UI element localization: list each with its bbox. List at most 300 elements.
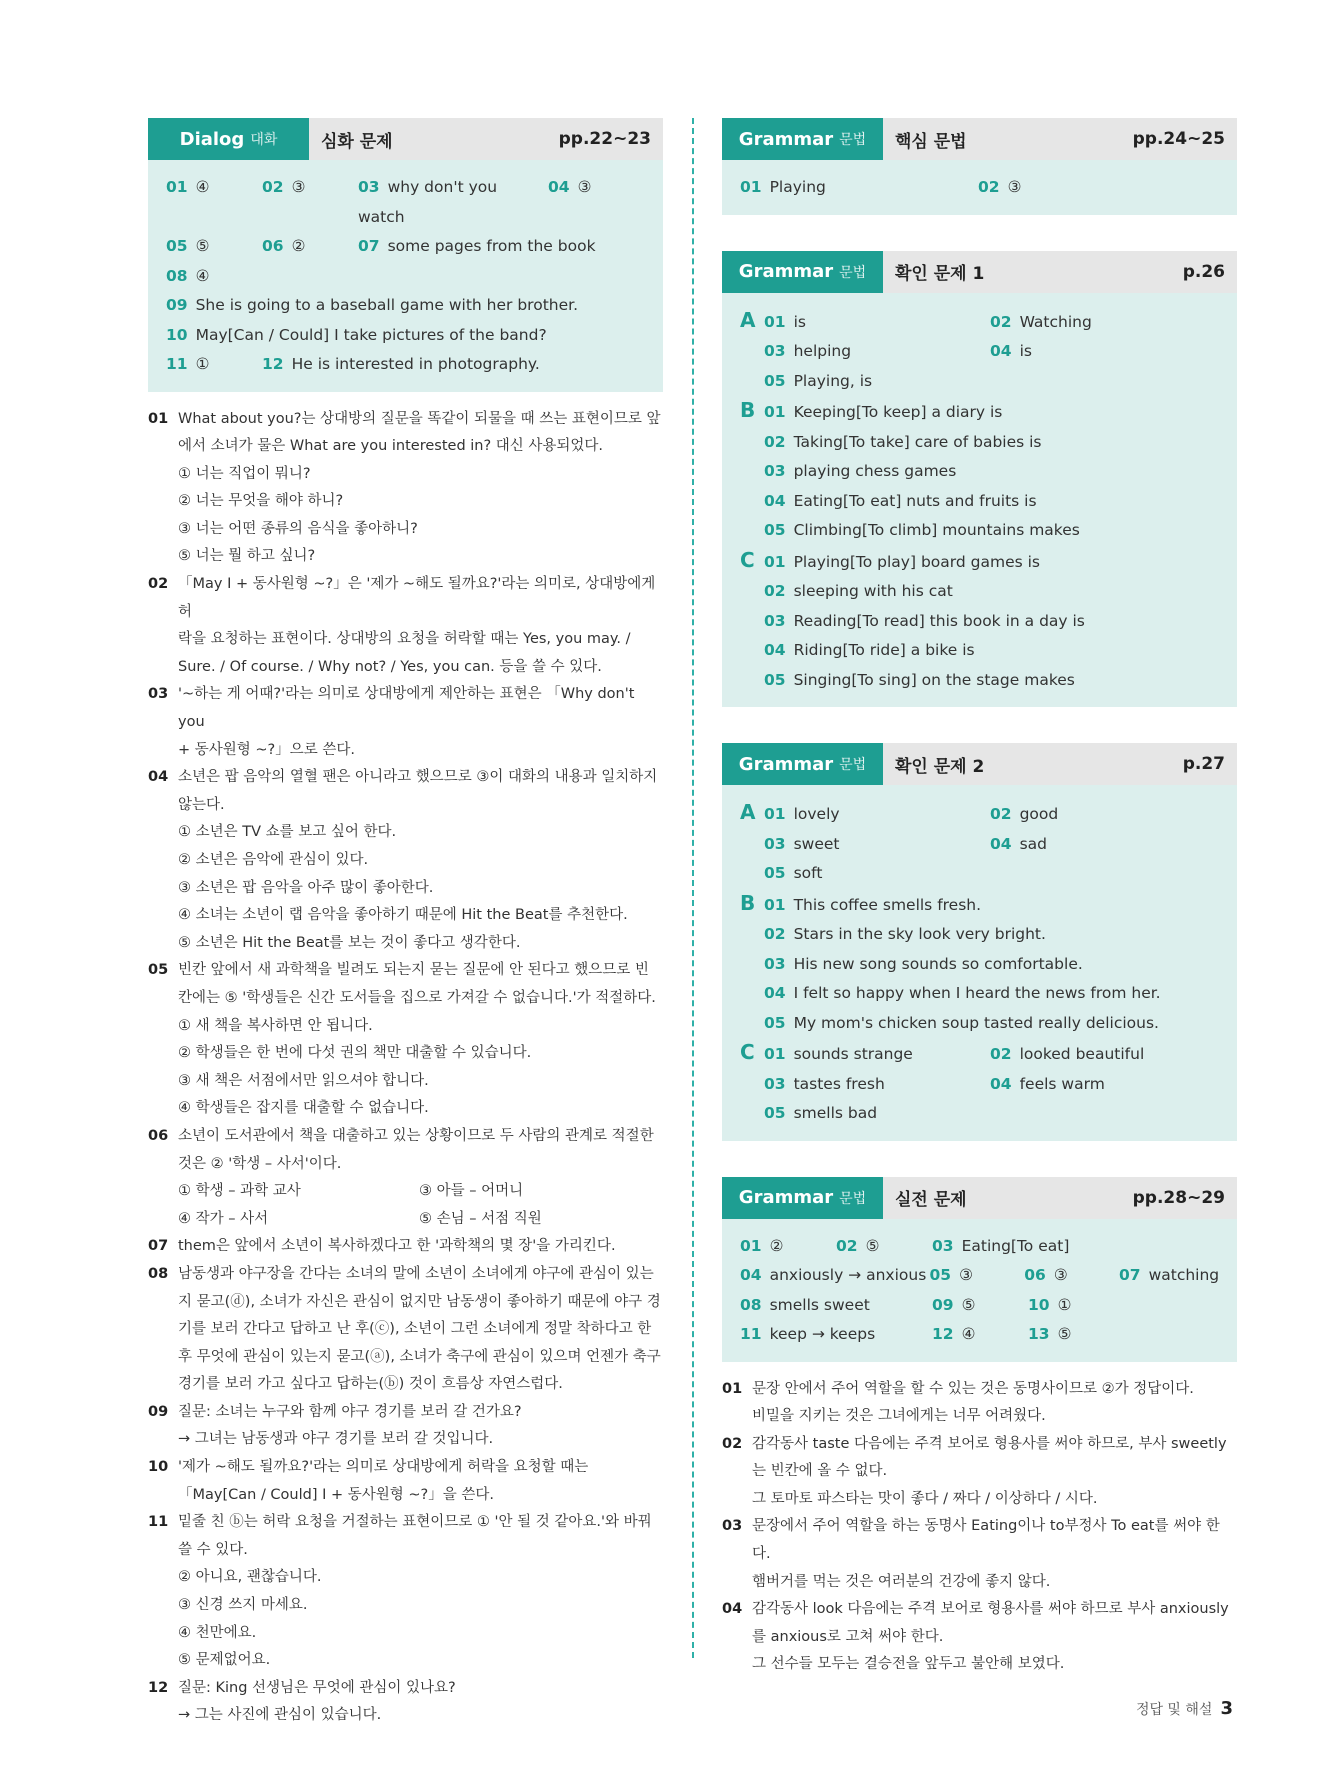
answer-text: sounds strange — [793, 1045, 913, 1063]
explanation-choices — [148, 1178, 663, 1206]
answer-item — [930, 1261, 1025, 1291]
explanation-sub: ③ 너는 어떤 종류의 음식을 좋아하니? — [178, 520, 418, 537]
answer-text: watching — [1148, 1266, 1220, 1284]
footer-label: 정답 및 해설 — [1135, 1702, 1213, 1718]
answer-number: 01 — [764, 895, 786, 914]
explanation-sub: ① 너는 직업이 뭐니? — [178, 465, 311, 482]
explanation-line — [722, 1513, 1237, 1568]
answer-item — [740, 1261, 930, 1291]
answer-item — [166, 262, 262, 292]
answer-item — [764, 859, 1164, 889]
answer-text: Singing[To sing] on the stage makes — [793, 670, 1075, 689]
answer-item — [262, 173, 358, 203]
answer-text: Eating[To eat] nuts and fruits is — [793, 491, 1037, 510]
answer-number: 04 — [764, 641, 786, 659]
answer-item — [1028, 1320, 1124, 1350]
answer-row — [740, 798, 1219, 830]
explanation-line — [148, 1537, 663, 1565]
answer-item — [166, 173, 262, 203]
answer-item — [764, 950, 1204, 980]
answer-number: 03 — [764, 611, 786, 630]
explanation-text: 질문: King 선생님은 무엇에 관심이 있나요? — [178, 1679, 456, 1696]
answer-item — [1024, 1261, 1119, 1291]
answer-item — [764, 457, 1204, 487]
answer-text: I felt so happy when I heard the news from her. — [793, 984, 1161, 1002]
explanation-text: 감각동사 taste 다음에는 주격 보어로 형용사를 써야 하므로, 부사 sweetly — [752, 1435, 1227, 1452]
answer-number: 10 — [1028, 1295, 1050, 1314]
answer-item — [764, 1070, 990, 1100]
answer-number: 08 — [166, 266, 188, 285]
answer-number: 12 — [932, 1325, 954, 1343]
explanation-sub: ⑤ 너는 뭘 하고 싶니? — [178, 548, 316, 565]
explanation-text: 후 무엇에 관심이 있는지 묻고(ⓐ), 소녀가 축구에 관심이 있으며 언젠가 축구 — [178, 1348, 661, 1365]
answer-number: 03 — [764, 342, 786, 360]
explanations — [148, 406, 663, 1731]
explanation-number — [148, 1482, 178, 1510]
answer-text: Riding[To ride] a bike is — [793, 641, 975, 659]
explanation-line — [148, 1123, 663, 1151]
answer-item — [764, 577, 1204, 607]
answer-item — [764, 1099, 1164, 1129]
answer-row — [166, 291, 645, 321]
answer-text: Watching — [1019, 312, 1092, 331]
explanation-line — [148, 1454, 663, 1482]
explanation-line — [148, 1399, 663, 1427]
explanation-number — [148, 792, 178, 820]
answer-text: ① — [195, 355, 210, 373]
answer-text: anxiously → anxious — [769, 1266, 927, 1284]
explanation-text: 에서 소녀가 물은 What are you interested in? 대신 사용되었다. — [178, 438, 604, 455]
explanation-text: '~하는 게 어때?'라는 의미로 상대방에게 제안하는 표현은 「Why don't you — [178, 686, 635, 731]
explanation-number: 09 — [148, 1403, 169, 1420]
answer-number: 05 — [166, 237, 188, 255]
dialog-section — [148, 118, 663, 392]
answer-number: 04 — [740, 1266, 762, 1284]
explanation-text: 칸에는 ⑤ '학생들은 신간 도서들을 집으로 가져갈 수 없습니다.'가 적절하다. — [178, 989, 656, 1006]
answer-item — [740, 1232, 836, 1262]
answer-text: ⑤ — [1057, 1325, 1072, 1343]
section-header — [722, 1177, 1237, 1219]
explanation-sub: ③ 소년은 팝 음악을 아주 많이 좋아한다. — [178, 879, 434, 896]
explanation-line — [148, 654, 663, 682]
explanation-line — [148, 1482, 663, 1510]
answer-number: 04 — [764, 984, 786, 1002]
answer-number: 02 — [764, 582, 786, 600]
explanation-text: 문장 안에서 주어 역할을 할 수 있는 것은 동명사이므로 ②가 정답이다. — [752, 1380, 1194, 1397]
answer-text: is — [793, 312, 806, 331]
answer-row — [166, 321, 645, 351]
answer-item — [990, 1040, 1190, 1070]
answer-number: 01 — [166, 178, 188, 196]
page-range: pp.28~29 — [1132, 1187, 1225, 1208]
explanation-sub: 햄버거를 먹는 것은 여러분의 건강에 좋지 않다. — [752, 1573, 1051, 1590]
answer-text: playing chess games — [793, 462, 957, 480]
answer-text: some pages from the book — [387, 237, 596, 255]
answer-number: 04 — [548, 178, 570, 196]
answer-number: 02 — [978, 178, 1000, 196]
answer-number: 05 — [764, 521, 786, 539]
explanation-text: 질문: 소녀는 누구와 함께 야구 경기를 보러 갈 건가요? — [178, 1403, 522, 1420]
section-title: 확인 문제 1 — [895, 264, 985, 284]
answer-number: 09 — [166, 296, 188, 314]
answer-row — [740, 173, 1219, 203]
explanation-line — [148, 571, 663, 626]
explanation-sub: ④ 학생들은 잡지를 대출할 수 없습니다. — [178, 1100, 429, 1117]
section-header — [148, 118, 663, 160]
explanation-line — [148, 737, 663, 765]
answer-row — [740, 1038, 1219, 1070]
part-letter: B — [740, 398, 756, 422]
answer-text: ④ — [195, 178, 210, 196]
explanation-number — [148, 1344, 178, 1372]
explanation-number: 01 — [722, 1380, 743, 1397]
answer-number: 01 — [764, 403, 786, 421]
answer-number: 07 — [1119, 1266, 1141, 1284]
answer-number: 04 — [764, 491, 786, 510]
answer-row — [740, 1070, 1219, 1100]
page-range: pp.24~25 — [1132, 129, 1225, 149]
answer-text: Climbing[To climb] mountains makes — [793, 521, 1080, 539]
answer-number: 11 — [166, 355, 188, 373]
answer-number: 04 — [990, 1074, 1012, 1093]
answer-text: ⑤ — [961, 1295, 976, 1314]
answer-text: helping — [793, 342, 852, 360]
answer-row — [740, 577, 1219, 607]
right-column — [722, 118, 1237, 1679]
explanation-text: 「May I + 동사원형 ~?」은 '제가 ~해도 될까요?'라는 의미로, 상대방에게 허 — [178, 576, 656, 620]
explanation-sub: ② 너는 무엇을 해야 하니? — [178, 493, 344, 510]
choice-text: ① 학생 – 과학 교사 — [178, 1183, 301, 1200]
explanation-sub: ① 새 책을 복사하면 안 됩니다. — [178, 1017, 373, 1034]
explanation-number: 05 — [148, 962, 169, 979]
answer-row — [740, 306, 1219, 338]
answer-box — [148, 160, 663, 392]
answer-row — [166, 350, 645, 380]
answer-item — [978, 173, 1078, 203]
explanation-number — [148, 985, 178, 1013]
explanation-sub: ③ 새 책은 서점에서만 읽으셔야 합니다. — [178, 1072, 429, 1089]
answer-text: May[Can / Could] I take pictures of the band? — [195, 325, 547, 344]
answer-row — [166, 262, 645, 292]
explanation-line — [148, 1233, 663, 1261]
explanation-sub: ② 소년은 음악에 관심이 있다. — [178, 852, 369, 868]
answer-text: ④ — [195, 266, 210, 285]
answer-item — [990, 308, 1190, 338]
answer-item — [764, 800, 990, 830]
explanation-text: 를 anxious로 고쳐 써야 한다. — [752, 1628, 944, 1645]
answer-number: 01 — [740, 178, 762, 196]
answer-text: Playing — [769, 178, 826, 196]
answer-text: She is going to a baseball game with her brother. — [195, 296, 579, 314]
explanation-line — [722, 1458, 1237, 1486]
page-range: p.26 — [1182, 261, 1225, 282]
section-title: 심화 문제 — [321, 131, 393, 152]
explanation-number — [148, 626, 178, 654]
explanation-text: 감각동사 look 다음에는 주격 보어로 형용사를 써야 하므로 부사 anxiously — [752, 1601, 1229, 1618]
explanation-sub: 그 선수들 모두는 결승전을 앞두고 불안해 보였다. — [752, 1656, 1065, 1673]
answer-row — [740, 889, 1219, 921]
answer-number: 02 — [990, 1045, 1012, 1063]
explanation-line — [148, 626, 663, 654]
answer-number: 11 — [740, 1325, 762, 1343]
answer-item — [262, 350, 592, 380]
answer-number: 07 — [358, 237, 380, 255]
part-letter: A — [740, 800, 756, 824]
answer-item — [990, 337, 1190, 367]
explanation-number: 07 — [148, 1238, 169, 1255]
explanation-line — [148, 1675, 663, 1703]
explanation-choices — [148, 1206, 663, 1234]
answer-text: ⑤ — [195, 237, 210, 255]
answer-number: 13 — [1028, 1325, 1050, 1343]
explanation-text: 것은 ② '학생 – 사서'이다. — [178, 1155, 342, 1172]
answer-text: ③ — [959, 1266, 973, 1284]
answer-item — [764, 337, 990, 367]
explanation-sub: ② 아니요, 괜찮습니다. — [178, 1569, 322, 1586]
answer-item — [764, 548, 1204, 578]
section-tag: Dialog 대화 — [148, 118, 309, 160]
answer-number: 01 — [764, 1045, 786, 1063]
section-header — [722, 251, 1237, 293]
answer-item — [166, 350, 262, 380]
answer-item — [740, 1291, 932, 1321]
explanation-sub: ③ 신경 쓰지 마세요. — [178, 1597, 308, 1614]
section-title: 확인 문제 2 — [895, 756, 985, 777]
part-letter: C — [740, 1040, 755, 1064]
answer-item — [548, 173, 608, 203]
explanation-line — [148, 957, 663, 985]
section-tag: Grammar 문법 — [722, 251, 883, 293]
explanation-text: What about you?는 상대방의 질문을 똑같이 되물을 때 쓰는 표현이므로 앞 — [178, 410, 661, 427]
explanation-number: 01 — [148, 410, 169, 427]
explanation-text: + 동사원형 ~?」으로 쓴다. — [178, 741, 355, 758]
explanation-sub: → 그녀는 남동생과 야구 경기를 보러 갈 것입니다. — [178, 1431, 494, 1448]
answer-item — [740, 173, 978, 203]
answer-row — [740, 1261, 1219, 1291]
answer-text: sleeping with his cat — [793, 582, 953, 600]
section-title: 실전 문제 — [895, 1190, 967, 1210]
answer-row — [740, 337, 1219, 367]
answer-text: ① — [1057, 1295, 1072, 1314]
answer-text: He is interested in photography. — [291, 355, 540, 373]
answer-text: smells bad — [793, 1104, 878, 1122]
explanation-sub: ④ 소녀는 소년이 랩 음악을 좋아하기 때문에 Hit the Beat를 추천한다. — [178, 907, 628, 924]
answer-text: keep → keeps — [769, 1325, 876, 1343]
answer-item — [932, 1232, 1132, 1262]
answer-number: 12 — [262, 355, 284, 373]
explanation-number — [148, 1537, 178, 1565]
answer-item — [764, 891, 1204, 921]
answer-text: lovely — [793, 805, 840, 823]
answer-row — [740, 457, 1219, 487]
explanation-sub: ④ 천만에요. — [178, 1624, 257, 1641]
section-tag: Grammar 문법 — [722, 743, 883, 785]
answer-item — [764, 428, 1204, 458]
explanation-sub: ② 학생들은 한 번에 다섯 권의 책만 대출할 수 있습니다. — [178, 1045, 532, 1062]
explanation-number: 02 — [148, 576, 169, 593]
part-letter: C — [740, 547, 755, 572]
explanation-number — [722, 1458, 752, 1486]
answer-item — [764, 830, 990, 860]
answer-number: 01 — [764, 552, 786, 571]
answer-item — [764, 920, 1204, 950]
answer-number: 02 — [836, 1236, 858, 1255]
answer-text: ② — [291, 237, 306, 255]
answer-item — [990, 800, 1190, 830]
explanation-number: 03 — [722, 1518, 743, 1535]
answer-item — [262, 232, 358, 262]
answer-text: Taking[To take] care of babies is — [793, 432, 1042, 451]
explanation-number: 03 — [148, 686, 169, 703]
answer-number: 02 — [990, 312, 1012, 331]
answer-number: 04 — [990, 342, 1012, 360]
page-number: 3 — [1220, 1698, 1233, 1719]
answer-text: sad — [1019, 834, 1047, 853]
explanation-line — [722, 1376, 1237, 1404]
answer-text: is — [1019, 342, 1032, 360]
explanation-number: 11 — [148, 1514, 169, 1531]
section-title: 핵심 문법 — [895, 131, 967, 152]
explanation-number — [148, 1151, 178, 1179]
answer-item — [990, 830, 1190, 860]
answer-box — [722, 1219, 1237, 1362]
answer-item — [764, 666, 1204, 696]
answer-item — [166, 291, 626, 321]
explanation-line — [148, 1344, 663, 1372]
answer-number: 08 — [740, 1295, 762, 1314]
answer-row — [166, 232, 645, 262]
answer-item — [764, 398, 1204, 428]
answer-number: 01 — [764, 312, 786, 331]
explanation-sub: 비밀을 지키는 것은 그녀에게는 너무 어려웠다. — [752, 1408, 1046, 1425]
answer-number: 05 — [929, 1266, 952, 1284]
explanation-line — [148, 1316, 663, 1344]
answer-item — [1119, 1261, 1219, 1291]
answer-number: 09 — [932, 1295, 954, 1314]
answer-row — [740, 1291, 1219, 1321]
grammar-check1-section — [722, 251, 1237, 708]
answer-item — [740, 1320, 932, 1350]
answer-row — [740, 428, 1219, 458]
explanation-text: 밑줄 친 ⓑ는 허락 요청을 거절하는 표현이므로 ① '안 될 것 같아요.'와 바꿔 — [178, 1514, 652, 1531]
column-divider — [692, 118, 694, 1658]
answer-item — [1028, 1291, 1124, 1321]
answer-number: 03 — [764, 954, 786, 973]
part-letter: B — [740, 890, 756, 915]
answer-number: 05 — [764, 670, 786, 689]
explanation-text: '제가 ~해도 될까요?'라는 의미로 상대방에게 허락을 요청할 때는 — [178, 1459, 589, 1476]
answer-number: 02 — [262, 178, 284, 196]
explanation-line — [148, 1261, 663, 1289]
explanation-line — [148, 1151, 663, 1179]
explanation-line — [722, 1624, 1237, 1652]
explanation-text: 락을 요청하는 표현이다. 상대방의 요청을 허락할 때는 Yes, you may. / — [178, 631, 631, 648]
answer-item — [932, 1291, 1028, 1321]
section-tag: Grammar 문법 — [722, 1177, 883, 1219]
answer-text: Eating[To eat] — [961, 1236, 1070, 1255]
explanation-number — [148, 737, 178, 765]
choice-text: ④ 작가 – 사서 — [178, 1210, 269, 1227]
explanation-number — [148, 433, 178, 461]
explanation-line — [148, 985, 663, 1013]
answer-item — [764, 487, 1204, 517]
answer-text: sweet — [793, 834, 840, 853]
answer-row — [740, 1320, 1219, 1350]
answer-item — [764, 308, 990, 338]
answer-number: 03 — [764, 1074, 786, 1093]
explanation-number — [148, 654, 178, 682]
answer-row — [740, 636, 1219, 666]
explanation-line — [148, 1509, 663, 1537]
answer-text: why don't you watch — [358, 178, 498, 226]
answer-item — [358, 173, 548, 232]
answer-row — [740, 396, 1219, 428]
answer-text: Stars in the sky look very bright. — [793, 925, 1046, 943]
answer-number: 02 — [764, 432, 786, 451]
explanation-text: 않는다. — [178, 796, 225, 813]
answer-text: good — [1019, 805, 1059, 823]
answer-text: ③ — [291, 178, 306, 196]
explanation-text: 소년이 도서관에서 책을 대출하고 있는 상황이므로 두 사람의 관계로 적절한 — [178, 1127, 654, 1144]
explanation-sub: ⑤ 소년은 Hit the Beat를 보는 것이 좋다고 생각한다. — [178, 934, 521, 951]
explanation-line — [722, 1431, 1237, 1459]
answer-number: 03 — [358, 178, 380, 196]
explanation-number: 10 — [148, 1459, 169, 1476]
explanation-text: 지 묻고(ⓓ), 소녀가 자신은 관심이 없지만 남동생이 좋아하기 때문에 야구 경 — [178, 1293, 661, 1310]
answer-item — [764, 1040, 990, 1070]
answer-item — [932, 1320, 1028, 1350]
explanation-line — [148, 1371, 663, 1399]
answer-text: tastes fresh — [793, 1074, 885, 1093]
explanation-text: 빈칸 앞에서 새 과학책을 빌려도 되는지 묻는 질문에 안 된다고 했으므로 빈 — [178, 962, 649, 979]
explanation-sub: 그 토마토 파스타는 맛이 좋다 / 짜다 / 이상하다 / 시다. — [752, 1490, 1098, 1507]
answer-row — [740, 1009, 1219, 1039]
answer-item — [764, 979, 1204, 1009]
answer-number: 05 — [764, 1013, 786, 1032]
answer-row — [740, 516, 1219, 546]
answer-text: Reading[To read] this book in a day is — [793, 611, 1085, 630]
answer-text: ③ — [1053, 1266, 1068, 1284]
answer-row — [740, 607, 1219, 637]
page-footer — [1136, 1698, 1233, 1719]
grammar-check2-section — [722, 743, 1237, 1141]
answer-number: 05 — [764, 371, 786, 390]
answer-box — [722, 293, 1237, 708]
explanation-text: 소년은 팝 음악의 열혈 팬은 아니라고 했으므로 ③이 대화의 내용과 일치하지 — [178, 769, 658, 786]
answer-text: ④ — [961, 1325, 976, 1343]
answer-number: 06 — [262, 237, 284, 255]
answer-item — [166, 321, 626, 351]
explanation-text: 남동생과 야구장을 간다는 소녀의 말에 소년이 소녀에게 야구에 관심이 있는 — [178, 1265, 654, 1282]
answer-number: 05 — [764, 864, 786, 882]
answer-text: This coffee smells fresh. — [793, 895, 982, 914]
explanation-sub: ⑤ 문제없어요. — [178, 1652, 271, 1669]
explanation-number — [722, 1624, 752, 1652]
explanation-line — [148, 433, 663, 461]
answer-row — [740, 487, 1219, 517]
answer-text: My mom's chicken soup tasted really delicious. — [793, 1013, 1159, 1032]
explanation-number — [148, 1316, 178, 1344]
left-column — [148, 118, 663, 1730]
answer-text: Keeping[To keep] a diary is — [793, 403, 1003, 421]
choice-text: ⑤ 손님 – 서점 직원 — [419, 1210, 542, 1227]
section-header — [722, 743, 1237, 785]
answer-box — [722, 785, 1237, 1141]
part-letter: A — [740, 307, 756, 332]
explanation-text: 문장에서 주어 역할을 하는 동명사 Eating이나 to부정사 To eat를 써야 한다. — [752, 1518, 1220, 1563]
answer-text: ② — [769, 1236, 784, 1255]
explanation-line — [148, 681, 663, 736]
